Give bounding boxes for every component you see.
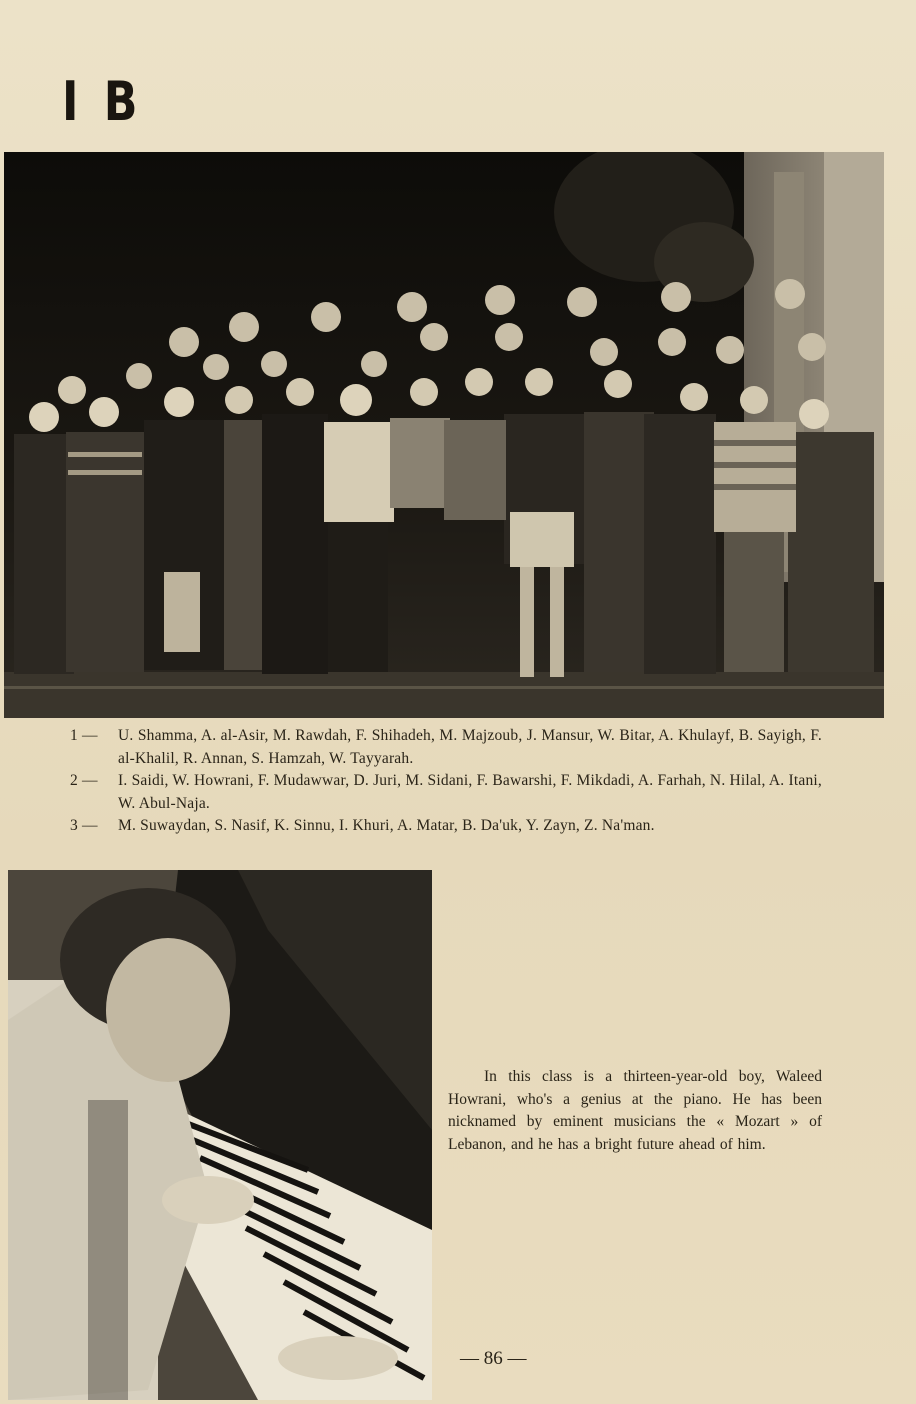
page-number: — 86 — xyxy=(460,1348,527,1369)
caption-names: M. Suwaydan, S. Nasif, K. Sinnu, I. Khuri, A. Matar, B. Da'uk, Y. Zayn, Z. Na'man. xyxy=(118,817,655,834)
class-group-photo-illustration xyxy=(4,152,884,718)
class-group-photo xyxy=(4,152,884,718)
caption-number: 2 — xyxy=(70,772,98,789)
caption-row-1 xyxy=(70,725,822,770)
piano-player-illustration xyxy=(8,870,432,1400)
piano-player-photo xyxy=(8,870,432,1400)
caption-list xyxy=(70,725,822,838)
caption-names: I. Saidi, W. Howrani, F. Mudawwar, D. Juri, M. Sidani, F. Bawarshi, F. Mikdadi, A. Farhah, N. Hilal, A. Itani, W. Abul-Naja. xyxy=(118,772,822,812)
caption-row-2 xyxy=(70,770,822,815)
caption-number: 3 — xyxy=(70,817,98,834)
feature-paragraph: In this class is a thirteen-year-old boy, Waleed Howrani, who's a genius at the piano. He has been nicknamed by eminent musicians the « Mozart » of Lebanon, and he has a bright future ahead of him. xyxy=(448,1068,822,1153)
caption-number: 1 — xyxy=(70,727,98,744)
caption-names: U. Shamma, A. al-Asir, M. Rawdah, F. Shihadeh, M. Majzoub, J. Mansur, W. Bitar, A. Khulayf, B. Sayigh, F. al-Khalil, R. Annan, S. Hamzah, W. Tayyarah. xyxy=(118,727,822,767)
class-heading: I B xyxy=(62,70,143,133)
caption-row-3 xyxy=(70,815,822,838)
